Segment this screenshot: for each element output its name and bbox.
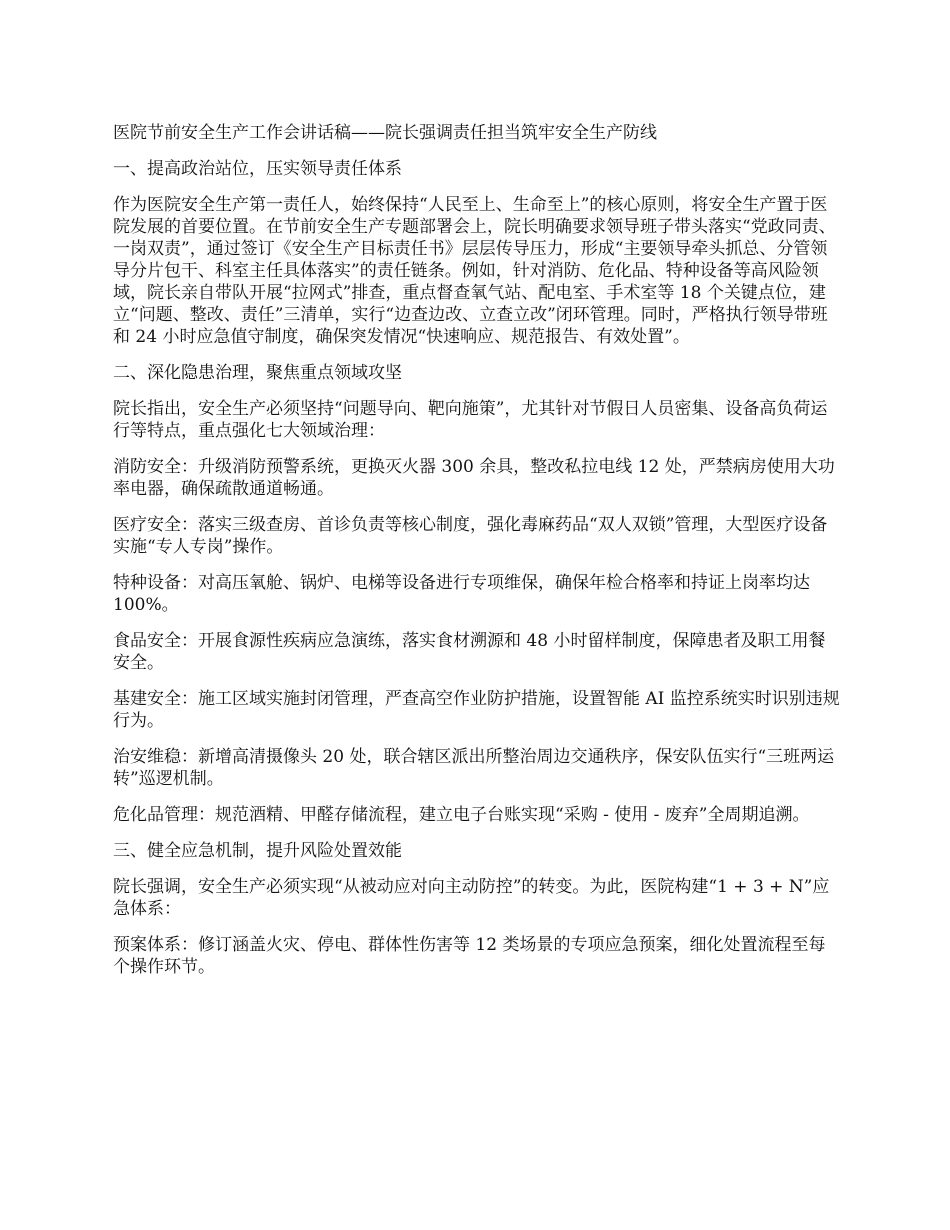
paragraph: 作为医院安全生产第一责任人，始终保持“人民至上、生命至上”的核心原则，将安全生产置于医院发展的首要位置。在节前安全生产专题部署会上，院长明确要求领导班子带头落实“党政同责、一岗双责”，通过签订《安全生产目标责任书》层层传导压力，形成“主要领导牵头抓总、分管领导分片包干、科室主任具体落实”的责任链条。例如，针对消防、危化品、特种设备等高风险领域，院长亲自带队开展“拉网式”排查，重点督查氧气站、配电室、手术室等 18 个关键点位，建立“问题、整改、责任”三清单，实行“边查边改、立查立改”闭环管理。同时，严格执行领导带班和 24 小时应急值守制度，确保突发情况“快速响应、规范报告、有效处置”。: [113, 195, 836, 347]
section-heading-2: 二、深化隐患治理，聚焦重点领域攻坚: [113, 363, 402, 383]
list-item-plan-system: 预案体系：修订涵盖火灾、停电、群体性伤害等 12 类场景的专项应急预案，细化处置流程至每个操作环节。: [113, 935, 826, 977]
list-item-hazardous-chemicals: 危化品管理：规范酒精、甲醛存储流程，建立电子台账实现“采购 - 使用 - 废弃”全周期追溯。: [113, 805, 810, 825]
paragraph: 院长指出，安全生产必须坚持“问题导向、靶向施策”，尤其针对节假日人员密集、设备高负荷运行等特点，重点强化七大领域治理：: [113, 399, 828, 441]
list-item-public-security: 治安维稳：新增高清摄像头 20 处，联合辖区派出所整治周边交通秩序，保安队伍实行“三班两运转”巡逻机制。: [113, 747, 835, 789]
section-heading-3: 三、健全应急机制，提升风险处置效能: [113, 841, 402, 861]
document-body: [113, 122, 841, 992]
list-item-special-equipment: 特种设备：对高压氧舱、锅炉、电梯等设备进行专项维保，确保年检合格率和持证上岗率均达 100%。: [113, 573, 810, 615]
list-item-medical-safety: 医疗安全：落实三级查房、首诊负责等核心制度，强化毒麻药品“双人双锁”管理，大型医疗设备实施“专人专岗”操作。: [113, 515, 828, 557]
list-item-fire-safety: 消防安全：升级消防预警系统，更换灭火器 300 余具，整改私拉电线 12 处，严禁病房使用大功率电器，确保疏散通道畅通。: [113, 457, 835, 499]
section-heading-1: 一、提高政治站位，压实领导责任体系: [113, 159, 402, 179]
document-title: 医院节前安全生产工作会讲话稿——院长强调责任担当筑牢安全生产防线: [113, 123, 657, 143]
list-item-construction-safety: 基建安全：施工区域实施封闭管理，严查高空作业防护措施，设置智能 AI 监控系统实时识别违规行为。: [113, 689, 840, 731]
list-item-food-safety: 食品安全：开展食源性疾病应急演练，落实食材溯源和 48 小时留样制度，保障患者及职工用餐安全。: [113, 631, 826, 673]
paragraph: 院长强调，安全生产必须实现“从被动应对向主动防控”的转变。为此，医院构建“1 + 3 + N”应急体系：: [113, 877, 830, 919]
